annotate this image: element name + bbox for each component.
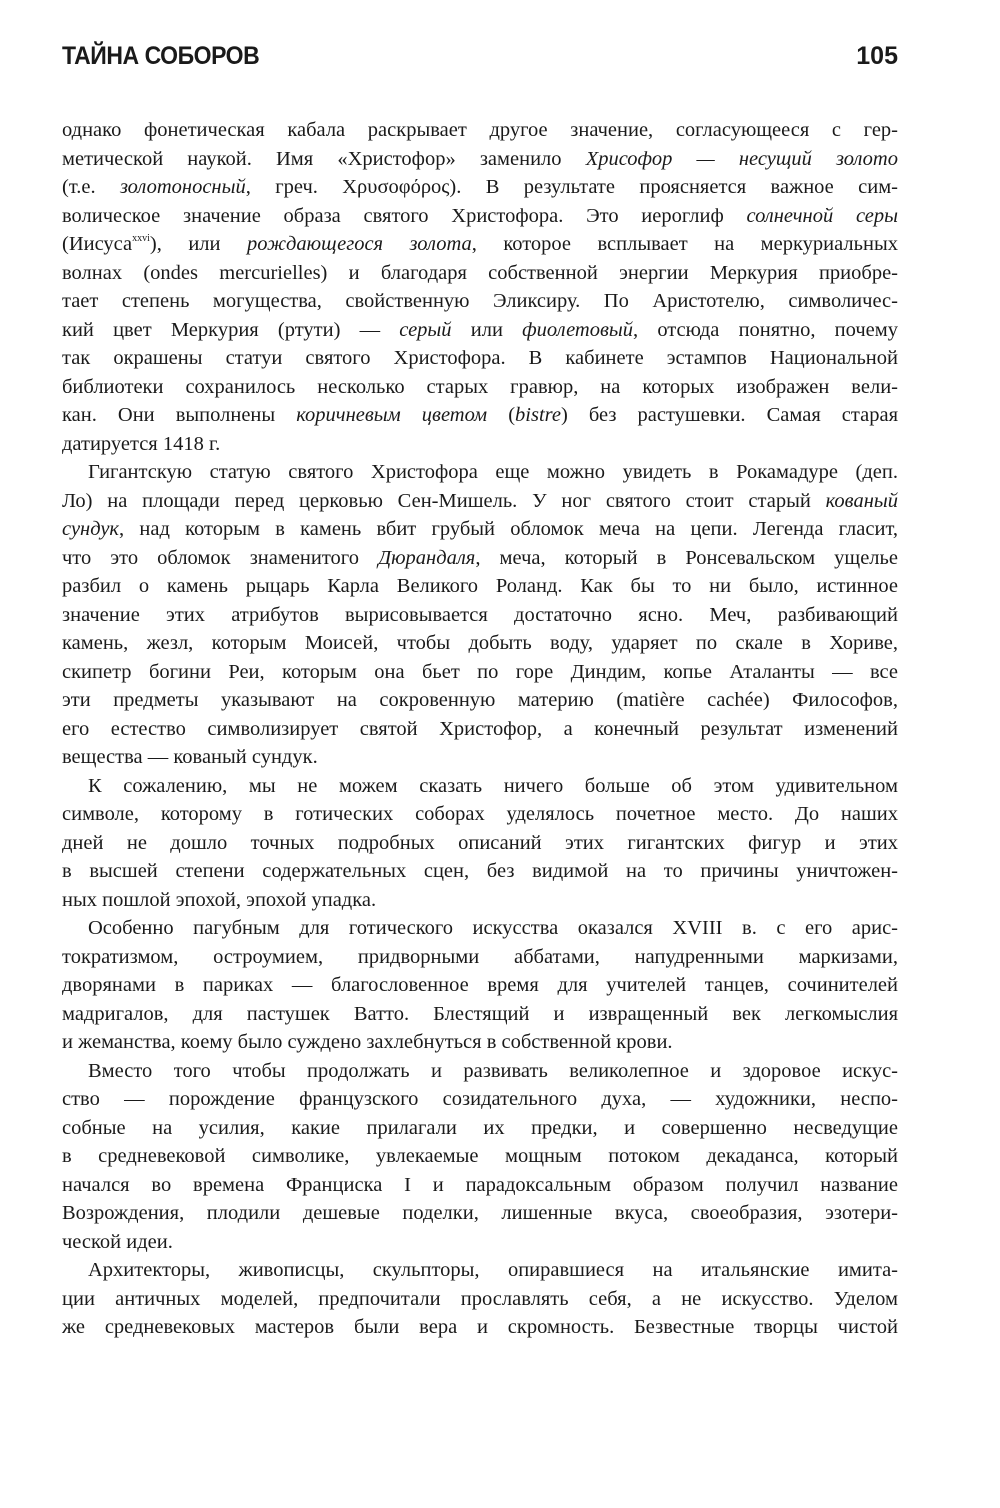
text-run: кий цвет Меркурия (ртути) — — [62, 318, 400, 341]
text-run: собные на усилия, какие прилагали их предки, и совершенно несведущие — [62, 1116, 898, 1139]
text-line — [62, 515, 898, 544]
body-text — [62, 116, 898, 1342]
text-line — [62, 287, 898, 316]
text-line — [62, 1285, 898, 1314]
text-run: и жеманства, коему было суждено захлебнуться в собственной крови. — [62, 1031, 673, 1053]
text-run: же средневековых мастеров были вера и скромность. Безвестные творцы чистой — [62, 1316, 898, 1338]
italic-text: Хрисофор — несущий золото — [585, 147, 898, 170]
text-run: Особенно пагубным для готического искусства оказался XVIII в. с его арис- — [88, 917, 898, 939]
text-line — [62, 829, 898, 858]
paragraph — [62, 116, 898, 458]
text-line — [62, 629, 898, 658]
text-line — [62, 1199, 898, 1228]
italic-text: сундук — [62, 518, 120, 540]
text-run: начался во времена Франциска I и парадоксальным образом получил название — [62, 1173, 898, 1196]
text-run: ( — [487, 404, 516, 426]
text-line — [62, 544, 898, 573]
paragraph — [62, 1057, 898, 1257]
running-title: ТАЙНА СОБОРОВ — [62, 42, 260, 70]
text-line — [62, 1085, 898, 1114]
text-run: Ло) на площади перед церковью Сен-Мишель. У ног святого стоит старый — [62, 489, 826, 512]
text-run: , над которым в камень вбит грубый обломок меча на цепи. Легенда гласит, — [119, 518, 898, 540]
text-line — [62, 715, 898, 744]
paragraph — [62, 772, 898, 915]
text-run: (т.е. — [62, 176, 120, 198]
text-line — [62, 487, 898, 516]
text-run: Возрождения, плодили дешевые поделки, лишенные вкуса, своеобразия, эзотери- — [62, 1202, 898, 1224]
text-line — [62, 572, 898, 601]
italic-text: фиолетовый — [522, 318, 634, 341]
footnote-ref: xxvi — [132, 233, 150, 244]
italic-text: кованый — [825, 489, 898, 512]
text-run: К сожалению, мы не можем сказать ничего больше об этом удивительном — [88, 774, 898, 797]
text-run: , которое всплывает на меркуриальных — [471, 233, 898, 255]
paragraph — [62, 458, 898, 772]
text-line — [62, 658, 898, 687]
text-line — [62, 857, 898, 886]
italic-text: Дюрандаля — [378, 546, 476, 569]
text-line — [62, 401, 898, 430]
text-run: значение этих атрибутов вырисовывается достаточно ясно. Меч, разбивающий — [62, 603, 898, 626]
text-run: так окрашены статуи святого Христофора. В кабинете эстампов Национальной — [62, 347, 898, 369]
text-line — [62, 886, 898, 915]
text-run: ческой идеи. — [62, 1230, 173, 1253]
page-number: 105 — [856, 42, 898, 70]
text-line — [62, 230, 898, 259]
text-run: , греч. Χρυσοφόρος). В результате проясняется важное сим- — [245, 176, 898, 198]
text-run: , отсюда понятно, почему — [633, 318, 899, 341]
text-line — [62, 1142, 898, 1171]
text-run: эти предметы указывают на сокровенную материю (matière cachée) Философов, — [62, 689, 898, 711]
text-line — [62, 943, 898, 972]
text-run: ), или — [149, 233, 247, 255]
text-line — [62, 772, 898, 801]
text-run: в средневековой символике, увлекаемые мощным потоком декаданса, который — [62, 1145, 898, 1167]
text-run: ство — порождение французского созидательного духа, — художники, неспо- — [62, 1088, 898, 1110]
text-line — [62, 686, 898, 715]
text-run: , меча, который в Ронсевальском ущелье — [475, 546, 898, 569]
text-run: ных пошлой эпохой, эпохой упадка. — [62, 888, 377, 911]
text-line — [62, 1171, 898, 1200]
text-run: волнах (ondes mercurielles) и благодаря собственной энергии Меркурия приобре- — [62, 261, 898, 284]
text-run: дней не дошло точных подробных описаний этих гигантских фигур и этих — [62, 831, 898, 854]
text-line — [62, 743, 898, 772]
text-run: символе, которому в готических соборах уделялось почетное место. До наших — [62, 803, 898, 825]
text-line — [62, 1313, 898, 1342]
text-run: скипетр богини Реи, которым она бьет по горе Диндим, копье Аталанты — все — [62, 660, 898, 683]
text-run: или — [451, 318, 523, 341]
text-line — [62, 316, 898, 345]
text-line — [62, 116, 898, 145]
text-run: волическое значение образа святого Христофора. Это иероглиф — [62, 204, 747, 227]
text-line — [62, 430, 898, 459]
text-run: (Иисуса — [62, 233, 133, 255]
text-line — [62, 800, 898, 829]
text-line — [62, 259, 898, 288]
text-run: кан. Они выполнены — [62, 404, 297, 426]
text-run: тает степень могущества, свойственную Эликсиру. По Аристотелю, символичес- — [62, 290, 898, 312]
text-run: Архитекторы, живописцы, скульпторы, опиравшиеся на итальянские имита- — [88, 1259, 898, 1281]
text-line — [62, 1000, 898, 1029]
text-run: тократизмом, остроумием, придворными аббатами, напудренными маркизами, — [62, 945, 898, 968]
text-line — [62, 344, 898, 373]
paragraph — [62, 914, 898, 1057]
italic-text: рождающегося золота — [246, 233, 472, 255]
text-run: Гигантскую статую святого Христофора еще можно увидеть в Рокамадуре (деп. — [88, 461, 898, 483]
text-line — [62, 173, 898, 202]
text-line — [62, 202, 898, 231]
text-line — [62, 373, 898, 402]
text-run: его естество символизирует святой Христофор, а конечный результат изменений — [62, 717, 898, 740]
text-run: что это обломок знаменитого — [62, 546, 379, 569]
italic-text: серый — [399, 318, 452, 341]
page-header — [62, 42, 898, 82]
text-run: мадригалов, для пастушек Ватто. Блестящий и извращенный век легкомыслия — [62, 1002, 898, 1025]
italic-text: золотоносный — [119, 176, 246, 198]
text-line — [62, 458, 898, 487]
text-line — [62, 971, 898, 1000]
text-run: разбил о камень рыцарь Карла Великого Роланд. Как бы то ни было, истинное — [62, 575, 898, 597]
italic-text: bistre — [515, 404, 561, 426]
text-run: метической наукой. Имя «Христофор» заменило — [62, 147, 586, 170]
text-run: камень, жезл, которым Моисей, чтобы добыть воду, ударяет по скале в Хориве, — [62, 632, 898, 654]
text-run: датируется 1418 г. — [62, 432, 221, 455]
text-line — [62, 1256, 898, 1285]
paragraph — [62, 1256, 898, 1342]
text-run: однако фонетическая кабала раскрывает другое значение, согласующееся с гер- — [62, 119, 898, 141]
text-line — [62, 601, 898, 630]
italic-text: солнечной серы — [746, 204, 899, 227]
text-line — [62, 1057, 898, 1086]
text-run: дворянами в париках — благословенное время для учителей танцев, сочинителей — [62, 974, 898, 996]
text-run: вещества — кованый сундук. — [62, 746, 318, 768]
text-line — [62, 1028, 898, 1057]
italic-text: коричневым цветом — [296, 404, 488, 426]
text-run: ) без растушевки. Самая старая — [560, 404, 898, 426]
text-run: библиотеки сохранилось несколько старых гравюр, на которых изображен вели- — [62, 375, 898, 398]
text-line — [62, 1228, 898, 1257]
text-run: ции античных моделей, предпочитали прославлять себя, а не искусство. Уделом — [62, 1287, 898, 1310]
text-run: в высшей степени содержательных сцен, без видимой на то причины уничтожен- — [62, 860, 898, 882]
text-line — [62, 1114, 898, 1143]
text-run: Вместо того чтобы продолжать и развивать великолепное и здоровое искус- — [88, 1059, 898, 1082]
text-line — [62, 145, 898, 174]
text-line — [62, 914, 898, 943]
